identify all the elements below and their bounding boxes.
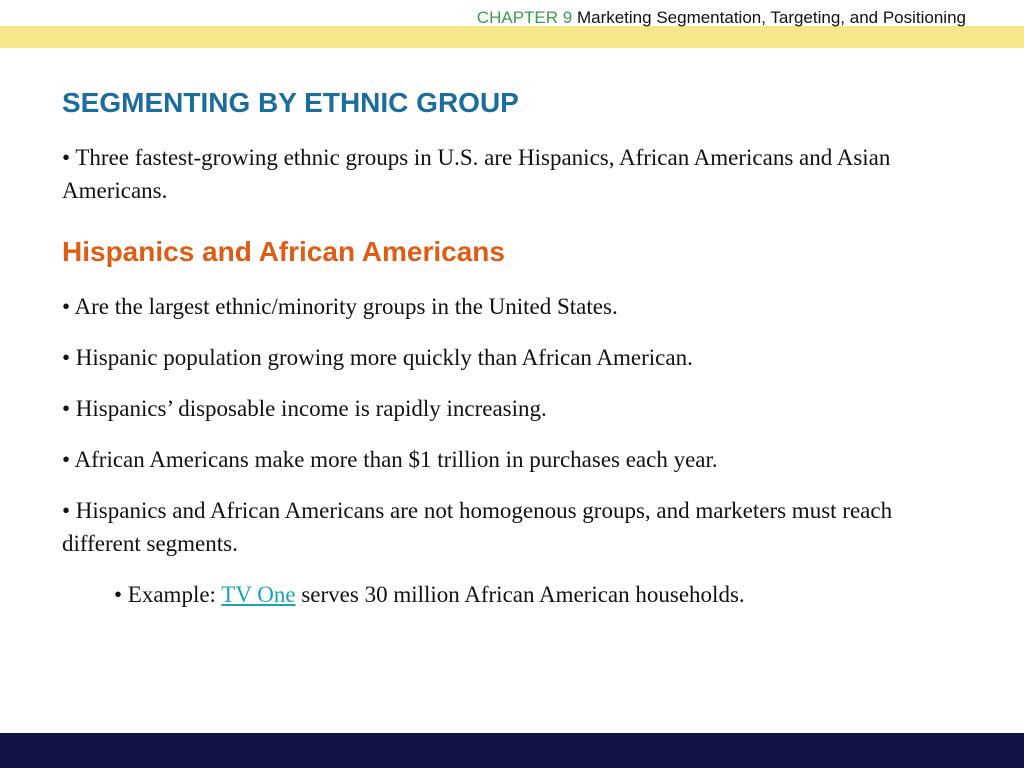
slide-subheading: Hispanics and African Americans: [62, 236, 505, 267]
slide-content: [62, 86, 962, 611]
chapter-header: [477, 8, 966, 28]
tv-one-link[interactable]: TV One: [221, 582, 296, 607]
bullet-item: • African Americans make more than $1 trillion in purchases each year.: [62, 447, 718, 472]
chapter-title: Marketing Segmentation, Targeting, and Positioning: [576, 8, 966, 27]
chapter-label: CHAPTER 9: [476, 8, 573, 27]
bullet-item: • Hispanics’ disposable income is rapidly increasing.: [62, 396, 547, 421]
footer-bar: [0, 733, 1024, 768]
example-suffix: serves 30 million African American households.: [295, 582, 745, 607]
example-prefix: • Example:: [114, 582, 222, 607]
header-bar: [0, 26, 1024, 48]
bullet-item: • Are the largest ethnic/minority groups in the United States.: [62, 294, 618, 319]
intro-bullet: • Three fastest-growing ethnic groups in U.S. are Hispanics, African Americans and Asian Americans.: [62, 145, 891, 203]
bullet-item: • Hispanics and African Americans are not homogenous groups, and marketers must reach different segments.: [62, 498, 893, 556]
example-bullet: [62, 578, 962, 611]
bullet-item: • Hispanic population growing more quickly than African American.: [62, 345, 693, 370]
slide-heading: SEGMENTING BY ETHNIC GROUP: [62, 87, 519, 118]
